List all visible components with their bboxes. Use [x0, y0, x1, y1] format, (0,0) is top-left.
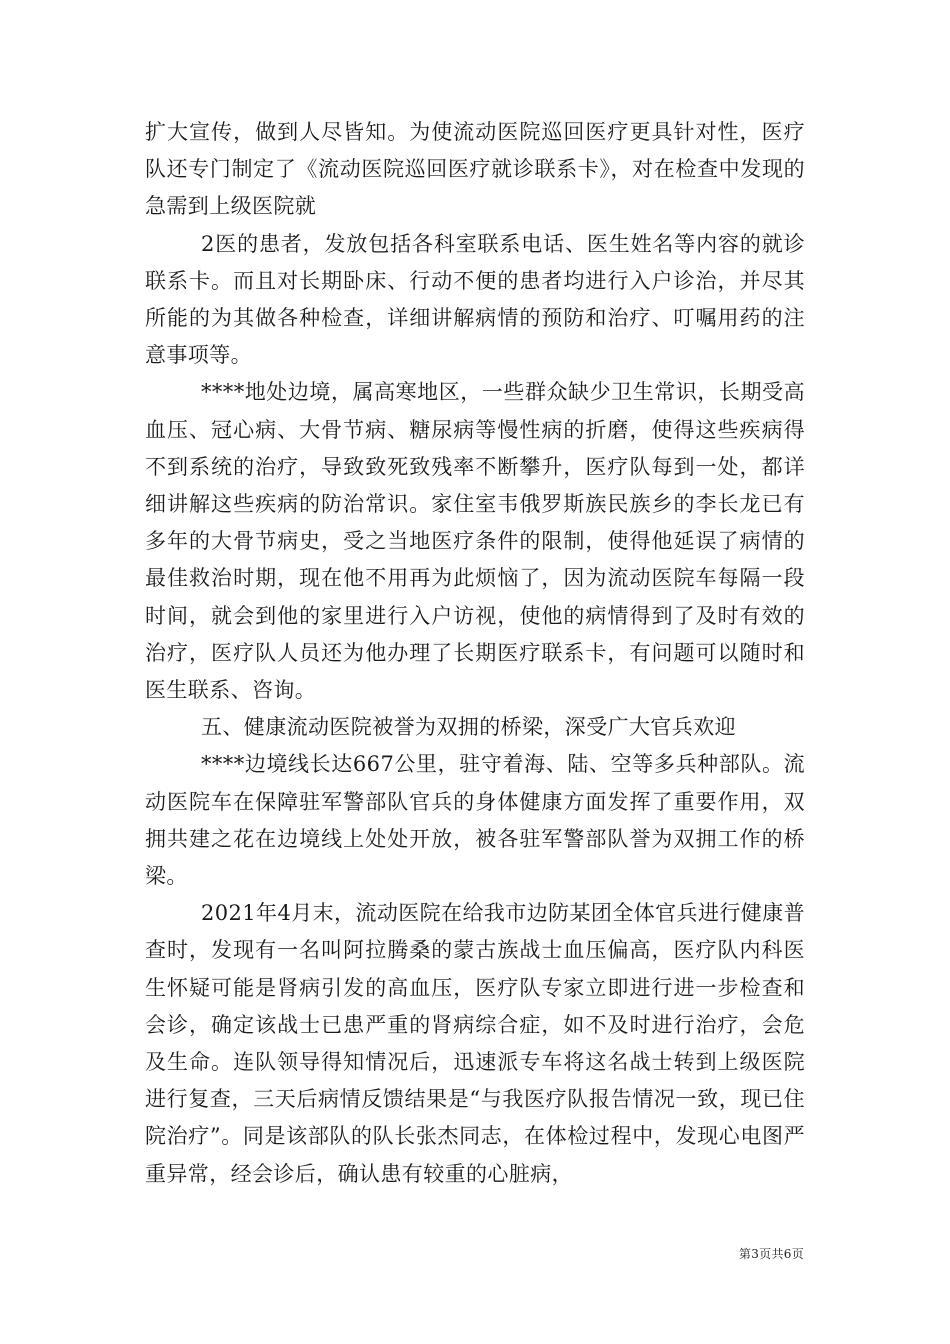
paragraph-2: 2医的患者，发放包括各科室联系电话、医生姓名等内容的就诊联系卡。而且对长期卧床、行动不便的患者均进行入户诊治，并尽其所能的为其做各种检查，详细讲解病情的预防和治疗、叮嘱用药的注意事项等。	[145, 231, 805, 368]
paragraph-5: 2021年4月末，流动医院在给我市边防某团全体官兵进行健康普查时，发现有一名叫阿拉腾桑的蒙古族战士血压偏高，医疗队内科医生怀疑可能是肾病引发的高血压，医疗队专家立即进行进一步检查和会诊，确定该战士已患严重的肾病综合症，如不及时进行治疗，会危及生命。连队领导得知情况后，迅速派专车将这名战士转到上级医院进行复查，三天后病情反馈结果是“与我医疗队报告情况一致，现已住院治疗”。同是该部队的队长张杰同志，在体检过程中，发现心电图严重异常，经会诊后，确认患有较重的心脏病，	[145, 901, 805, 1186]
section-heading-5: 五、健康流动医院被誉为双拥的桥梁，深受广大官兵欢迎	[201, 715, 736, 740]
paragraph-3: ****地处边境，属高寒地区，一些群众缺少卫生常识，长期受高血压、冠心病、大骨节病、糖尿病等慢性病的折磨，使得这些疾病得不到系统的治疗，导致致死致残率不断攀升，医疗队每到一处，都详细讲解这些疾病的防治常识。家住室韦俄罗斯族民族乡的李长龙已有多年的大骨节病史，受之当地医疗条件的限制，使得他延误了病情的最佳救治时期，现在他不用再为此烦恼了，因为流动医院车每隔一段时间，就会到他的家里进行入户访视，使他的病情得到了及时有效的治疗，医疗队人员还为他办理了长期医疗联系卡，有问题可以随时和医生联系、咨询。	[145, 380, 805, 703]
paragraph-1: 扩大宣传，做到人尽皆知。为使流动医院巡回医疗更具针对性，医疗队还专门制定了《流动医院巡回医疗就诊联系卡》，对在检查中发现的急需到上级医院就	[145, 120, 805, 219]
document-body	[145, 114, 805, 1193]
page-number: 第3页共6页	[738, 1247, 804, 1261]
paragraph-4: ****边境线长达667公里，驻守着海、陆、空等多兵种部队。流动医院车在保障驻军警部队官兵的身体健康方面发挥了重要作用，双拥共建之花在边境线上处处开放，被各驻军警部队誉为双拥工作的桥梁。	[145, 752, 805, 889]
